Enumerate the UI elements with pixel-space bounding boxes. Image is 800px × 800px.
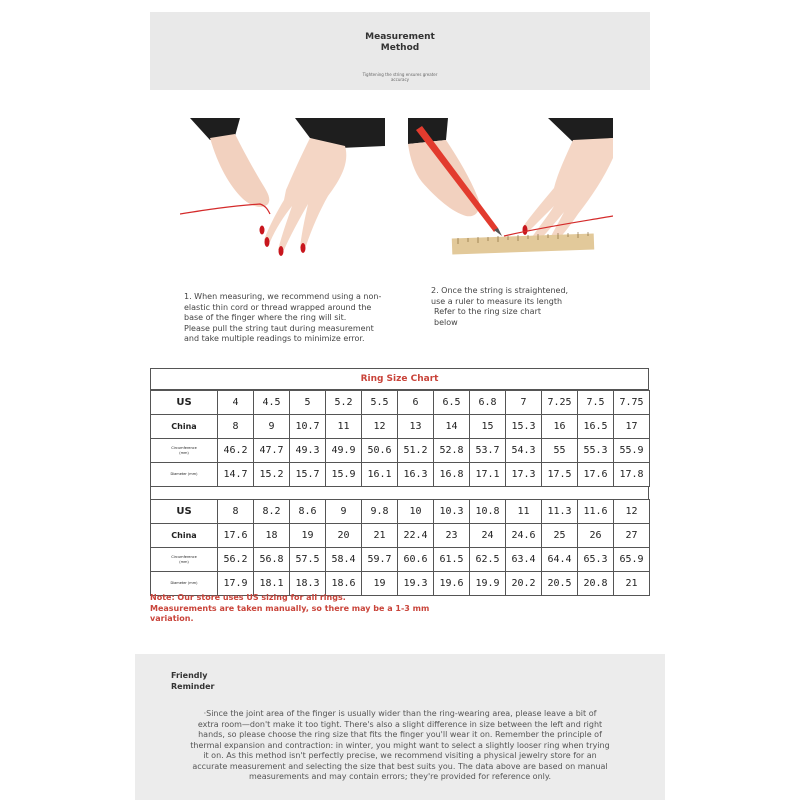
label-line: Circumference — [171, 445, 197, 450]
size-cell: 16.3 — [398, 463, 434, 487]
step-line: base of the finger where the ring will sit. — [184, 313, 347, 322]
size-cell: 56.8 — [254, 548, 290, 572]
reminder-title-line: Reminder — [171, 682, 215, 691]
label-line: (mm) — [179, 450, 189, 455]
size-cell: 21 — [362, 524, 398, 548]
size-cell: 5.5 — [362, 391, 398, 415]
size-cell: 9 — [326, 500, 362, 524]
size-cell: 49.9 — [326, 439, 362, 463]
size-cell: 50.6 — [362, 439, 398, 463]
size-cell: 17.5 — [542, 463, 578, 487]
ring-size-chart — [150, 368, 649, 589]
size-cell: 19.9 — [470, 572, 506, 596]
sizing-note — [150, 593, 470, 625]
note-line: Measurements are taken manually, so there may be a 1-3 mm — [150, 603, 430, 613]
size-cell: 56.2 — [218, 548, 254, 572]
size-cell: 15.3 — [506, 415, 542, 439]
label-line: Circumference — [171, 554, 197, 559]
size-cell: 17.1 — [470, 463, 506, 487]
size-cell: 11.6 — [578, 500, 614, 524]
row-label-circumference — [151, 548, 218, 572]
step-line: Refer to the ring size chart — [434, 307, 541, 316]
size-cell: 20.8 — [578, 572, 614, 596]
table-gap — [150, 487, 649, 499]
reminder-title — [171, 670, 214, 692]
step-line: and take multiple readings to minimize error. — [184, 334, 365, 343]
friendly-reminder-panel — [135, 654, 665, 800]
size-cell: 22.4 — [398, 524, 434, 548]
size-row-china-size — [151, 415, 650, 439]
size-cell: 55 — [542, 439, 578, 463]
title-line: Method — [380, 43, 420, 53]
size-cell: 8.6 — [290, 500, 326, 524]
size-cell: 17.6 — [578, 463, 614, 487]
size-cell: 27 — [614, 524, 650, 548]
size-row-circumference — [151, 439, 650, 463]
header-panel — [150, 12, 650, 90]
row-label-us-size: US — [151, 500, 218, 524]
row-label-china-size: China — [151, 415, 218, 439]
size-cell: 11.3 — [542, 500, 578, 524]
size-row-diameter — [151, 463, 650, 487]
size-cell: 21 — [614, 572, 650, 596]
size-cell: 7.25 — [542, 391, 578, 415]
hand-measuring-with-ruler-photo — [408, 118, 613, 263]
size-cell: 12 — [362, 415, 398, 439]
size-row-us-size — [151, 391, 650, 415]
step-line: below — [434, 317, 458, 327]
size-cell: 4.5 — [254, 391, 290, 415]
size-cell: 18.3 — [290, 572, 326, 596]
reminder-line: hands, so please choose the ring size that fits the finger you'll wear it on. Remember the principle of — [198, 730, 602, 739]
size-cell: 7.5 — [578, 391, 614, 415]
size-cell: 46.2 — [218, 439, 254, 463]
size-cell: 23 — [434, 524, 470, 548]
size-cell: 18.1 — [254, 572, 290, 596]
subtitle-line: accuracy — [390, 77, 410, 82]
label-line: (mm) — [179, 559, 189, 564]
size-cell: 17.9 — [218, 572, 254, 596]
size-cell: 64.4 — [542, 548, 578, 572]
size-cell: 59.7 — [362, 548, 398, 572]
reminder-title-line: Friendly — [171, 671, 208, 680]
size-cell: 65.9 — [614, 548, 650, 572]
size-cell: 10.7 — [290, 415, 326, 439]
size-cell: 13 — [398, 415, 434, 439]
size-cell: 15.7 — [290, 463, 326, 487]
row-label-diameter: Diameter (mm) — [151, 463, 218, 487]
size-cell: 53.7 — [470, 439, 506, 463]
size-cell: 52.8 — [434, 439, 470, 463]
subtitle-line: Tightening the string ensures greater — [362, 72, 438, 77]
size-cell: 58.4 — [326, 548, 362, 572]
size-cell: 5 — [290, 391, 326, 415]
size-cell: 8.2 — [254, 500, 290, 524]
note-line: variation. — [150, 614, 194, 623]
step-2-instructions — [431, 286, 631, 328]
reminder-line: thermal expansion and contraction: in winter, you might want to select a slightly looser ring when trying — [190, 740, 610, 750]
size-cell: 20.2 — [506, 572, 542, 596]
size-cell: 10.8 — [470, 500, 506, 524]
size-cell: 19.3 — [398, 572, 434, 596]
size-cell: 9.8 — [362, 500, 398, 524]
size-cell: 4 — [218, 391, 254, 415]
size-cell: 17.8 — [614, 463, 650, 487]
size-cell: 15 — [470, 415, 506, 439]
size-cell: 20 — [326, 524, 362, 548]
size-cell: 10 — [398, 500, 434, 524]
size-cell: 6.8 — [470, 391, 506, 415]
size-cell: 47.7 — [254, 439, 290, 463]
size-cell: 55.3 — [578, 439, 614, 463]
row-label-china-size: China — [151, 524, 218, 548]
step-line: 2. Once the string is straightened, — [431, 286, 569, 295]
size-cell: 62.5 — [470, 548, 506, 572]
step-line: Please pull the string taut during measurement — [184, 323, 374, 333]
step-line: elastic thin cord or thread wrapped around the — [184, 302, 372, 312]
size-row-china-size — [151, 524, 650, 548]
size-cell: 11 — [506, 500, 542, 524]
size-cell: 49.3 — [290, 439, 326, 463]
title-line: Measurement — [365, 32, 435, 42]
size-cell: 19 — [290, 524, 326, 548]
size-cell: 15.9 — [326, 463, 362, 487]
note-line: Note: Our store uses US sizing for all rings. — [150, 593, 346, 602]
size-cell: 20.5 — [542, 572, 578, 596]
size-cell: 51.2 — [398, 439, 434, 463]
size-cell: 11 — [326, 415, 362, 439]
reminder-line: accurate measurement and selecting the size that best suits you. The data above are based on manual — [192, 761, 608, 771]
size-cell: 16 — [542, 415, 578, 439]
size-cell: 16.8 — [434, 463, 470, 487]
step-line: 1. When measuring, we recommend using a non- — [184, 292, 382, 301]
reminder-line: it on. As this method isn't perfectly precise, we recommend visiting a physical jewelry store for an — [203, 751, 597, 760]
size-cell: 24.6 — [506, 524, 542, 548]
size-cell: 55.9 — [614, 439, 650, 463]
size-cell: 57.5 — [290, 548, 326, 572]
size-cell: 10.3 — [434, 500, 470, 524]
size-cell: 17 — [614, 415, 650, 439]
step-1-instructions — [184, 292, 399, 345]
size-row-circumference — [151, 548, 650, 572]
size-cell: 26 — [578, 524, 614, 548]
size-cell: 14 — [434, 415, 470, 439]
size-cell: 19 — [362, 572, 398, 596]
row-label-diameter: Diameter (mm) — [151, 572, 218, 596]
size-cell: 63.4 — [506, 548, 542, 572]
reminder-line: measurements and may contain errors; they're provided for reference only. — [248, 772, 551, 781]
row-label-us-size: US — [151, 391, 218, 415]
size-cell: 54.3 — [506, 439, 542, 463]
size-cell: 17.3 — [506, 463, 542, 487]
size-cell: 24 — [470, 524, 506, 548]
size-row-us-size — [151, 500, 650, 524]
size-cell: 8 — [218, 500, 254, 524]
size-cell: 12 — [614, 500, 650, 524]
page-subtitle — [150, 72, 650, 82]
row-label-circumference — [151, 439, 218, 463]
reminder-line: ·Since the joint area of the finger is usually wider than the ring-wearing area, please leave a bit of — [203, 709, 597, 718]
hands-wrapping-string-photo — [180, 118, 385, 263]
size-cell: 25 — [542, 524, 578, 548]
size-cell: 65.3 — [578, 548, 614, 572]
size-cell: 18.6 — [326, 572, 362, 596]
size-cell: 19.6 — [434, 572, 470, 596]
size-cell: 14.7 — [218, 463, 254, 487]
size-cell: 6.5 — [434, 391, 470, 415]
reminder-line: extra room—don't make it too tight. There's also a slight difference in size between the left and right — [197, 719, 603, 729]
page-title — [150, 32, 650, 54]
size-cell: 7.75 — [614, 391, 650, 415]
reminder-body — [153, 709, 647, 783]
size-cell: 5.2 — [326, 391, 362, 415]
size-cell: 61.5 — [434, 548, 470, 572]
size-cell: 18 — [254, 524, 290, 548]
size-cell: 16.1 — [362, 463, 398, 487]
size-cell: 60.6 — [398, 548, 434, 572]
size-cell: 9 — [254, 415, 290, 439]
size-cell: 16.5 — [578, 415, 614, 439]
step-line: use a ruler to measure its length — [431, 296, 563, 306]
size-cell: 15.2 — [254, 463, 290, 487]
size-cell: 17.6 — [218, 524, 254, 548]
size-table-2 — [150, 499, 650, 596]
chart-title: Ring Size Chart — [150, 368, 649, 390]
size-cell: 7 — [506, 391, 542, 415]
size-row-diameter — [151, 572, 650, 596]
size-table-1 — [150, 390, 650, 487]
size-cell: 8 — [218, 415, 254, 439]
size-cell: 6 — [398, 391, 434, 415]
